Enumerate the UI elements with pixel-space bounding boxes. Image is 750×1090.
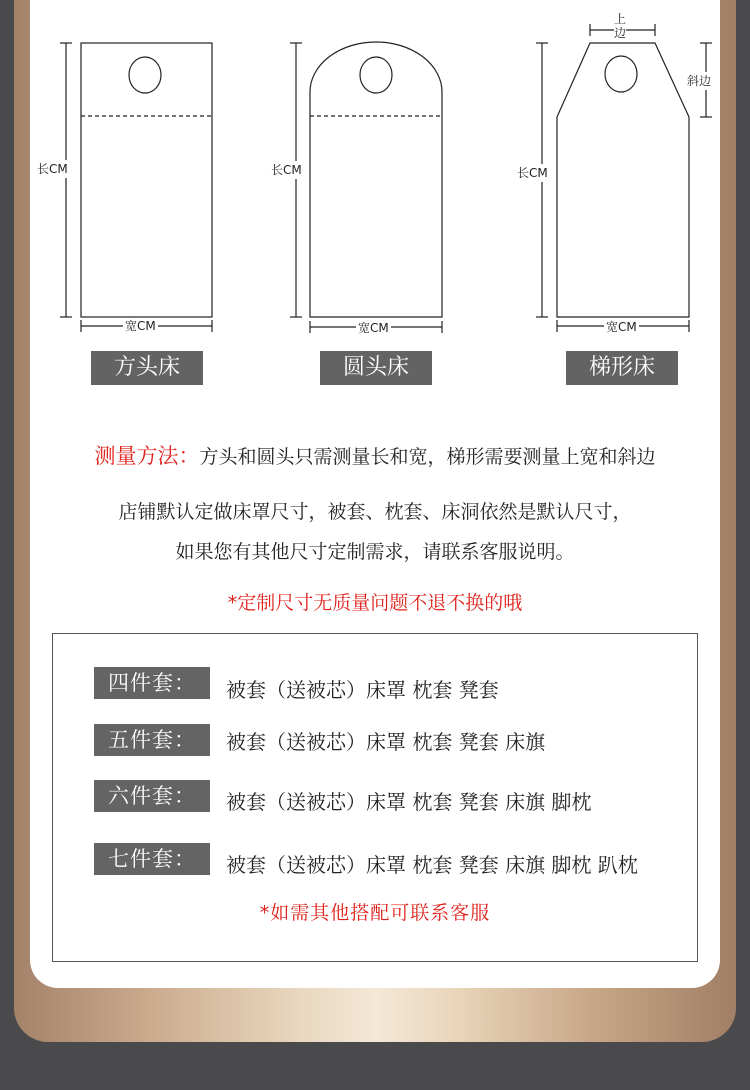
round-width-label: 宽CM — [358, 321, 389, 335]
note-line-2: 如果您有其他尺寸定制需求，请联系客服说明。 — [175, 541, 575, 563]
trapezoid-bed-outline — [557, 43, 689, 317]
round-bed-outline — [310, 42, 442, 317]
package-tag-four: 四件套： — [94, 667, 210, 699]
bed-type-round: 圆头床 — [320, 351, 432, 385]
packages-note: *如需其他搭配可联系客服 — [259, 902, 491, 924]
top-edge-label: 上 — [614, 12, 627, 26]
square-length-label: 长CM — [37, 162, 68, 176]
bed-type-square: 方头床 — [91, 351, 203, 385]
square-bed-outline — [81, 43, 212, 317]
note-line-1: 店铺默认定做床罩尺寸，被套、枕套、床洞依然是默认尺寸， — [118, 501, 632, 523]
round-length-label: 长CM — [271, 163, 302, 177]
package-items-five: 被套（送被芯）床罩 枕套 凳套 床旗 — [226, 730, 546, 754]
package-tag-six: 六件套： — [94, 780, 210, 812]
bed-diagrams — [0, 0, 750, 350]
method-title: 测量方法： — [94, 444, 200, 468]
trapezoid-width-label: 宽CM — [606, 320, 637, 334]
measurement-method — [0, 440, 750, 470]
trapezoid-bed-hole — [605, 56, 637, 92]
package-items-six: 被套（送被芯）床罩 枕套 凳套 床旗 脚枕 — [226, 790, 592, 814]
square-width-label: 宽CM — [125, 319, 156, 333]
package-items-four: 被套（送被芯）床罩 枕套 凳套 — [226, 678, 499, 702]
package-items-seven: 被套（送被芯）床罩 枕套 凳套 床旗 脚枕 趴枕 — [226, 853, 638, 877]
slant-edge-label: 斜边 — [687, 74, 712, 88]
package-tag-five: 五件套： — [94, 724, 210, 756]
custom-size-warning: *定制尺寸无质量问题不退不换的哦 — [227, 592, 523, 614]
round-bed-hole — [360, 57, 392, 93]
bed-type-trapezoid: 梯形床 — [566, 351, 678, 385]
square-bed-hole — [129, 57, 161, 93]
package-tag-seven: 七件套： — [94, 843, 210, 875]
trapezoid-length-label: 长CM — [517, 166, 548, 180]
top-edge-label-2: 边 — [614, 26, 627, 40]
method-text: 方头和圆头只需测量长和宽，梯形需要测量上宽和斜边 — [199, 446, 656, 468]
